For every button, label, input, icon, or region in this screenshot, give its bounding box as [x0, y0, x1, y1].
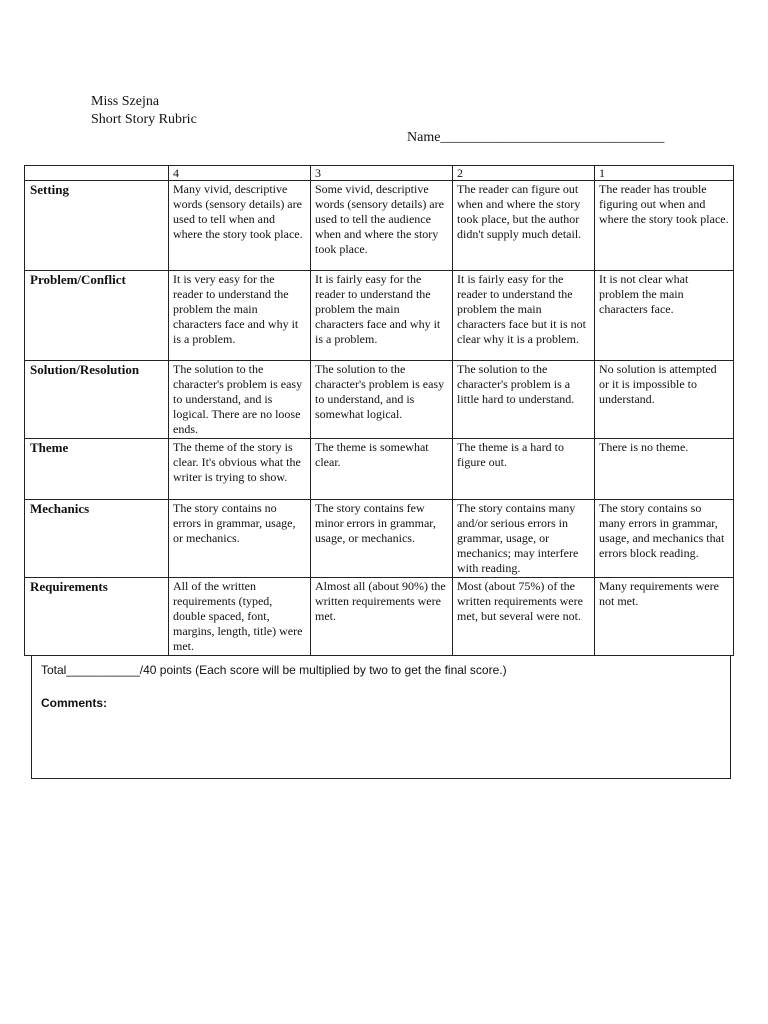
criterion-label: Problem/Conflict — [25, 271, 169, 361]
rubric-cell: Most (about 75%) of the written requirements were met, but several were not. — [453, 578, 595, 656]
document-title: Short Story Rubric — [91, 112, 197, 127]
rubric-cell: It is very easy for the reader to understand the problem the main characters face and why it is a problem. — [169, 271, 311, 361]
rubric-cell: Many vivid, descriptive words (sensory details) are used to tell when and where the story took place. — [169, 181, 311, 271]
criterion-label: Requirements — [25, 578, 169, 656]
score-header-row — [25, 166, 734, 181]
rubric-row-setting — [25, 181, 734, 271]
score-header-2: 2 — [453, 166, 595, 181]
rubric-cell: Many requirements were not met. — [595, 578, 734, 656]
criterion-label: Solution/Resolution — [25, 361, 169, 439]
rubric-cell: Some vivid, descriptive words (sensory details) are used to tell the audience when and where the story took place. — [311, 181, 453, 271]
rubric-cell: It is not clear what problem the main characters face. — [595, 271, 734, 361]
rubric-row-mechanics — [25, 500, 734, 578]
score-header-4: 4 — [169, 166, 311, 181]
rubric-cell: There is no theme. — [595, 439, 734, 500]
rubric-row-solution-resolution — [25, 361, 734, 439]
criterion-label: Mechanics — [25, 500, 169, 578]
score-header-1: 1 — [595, 166, 734, 181]
rubric-cell: The story contains many and/or serious errors in grammar, usage, or mechanics; may interfere with reading. — [453, 500, 595, 578]
score-header-blank — [25, 166, 169, 181]
rubric-cell: The theme is a hard to figure out. — [453, 439, 595, 500]
rubric-table — [24, 165, 734, 656]
rubric-row-problem-conflict — [25, 271, 734, 361]
criterion-label: Theme — [25, 439, 169, 500]
total-points-line: Total___________/40 points (Each score will be multiplied by two to get the final score.) — [41, 663, 507, 677]
rubric-cell: The solution to the character's problem is easy to understand, and is somewhat logical. — [311, 361, 453, 439]
student-name-line: Name________________________________ — [407, 130, 665, 145]
rubric-cell: The theme of the story is clear. It's obvious what the writer is trying to show. — [169, 439, 311, 500]
rubric-cell: The reader has trouble figuring out when and where the story took place. — [595, 181, 734, 271]
rubric-cell: All of the written requirements (typed, double spaced, font, margins, length, title) were met. — [169, 578, 311, 656]
criterion-label: Setting — [25, 181, 169, 271]
rubric-cell: The reader can figure out when and where the story took place, but the author didn't supply much detail. — [453, 181, 595, 271]
score-header-3: 3 — [311, 166, 453, 181]
rubric-cell: It is fairly easy for the reader to understand the problem the main characters face but it is not clear why it is a problem. — [453, 271, 595, 361]
rubric-cell: The story contains so many errors in grammar, usage, and mechanics that errors block reading. — [595, 500, 734, 578]
rubric-cell: The solution to the character's problem is easy to understand, and is logical. There are no loose ends. — [169, 361, 311, 439]
rubric-cell: The solution to the character's problem is a little hard to understand. — [453, 361, 595, 439]
teacher-name: Miss Szejna — [91, 94, 160, 109]
total-comments-box — [31, 655, 731, 779]
rubric-cell: Almost all (about 90%) the written requirements were met. — [311, 578, 453, 656]
rubric-cell: No solution is attempted or it is impossible to understand. — [595, 361, 734, 439]
rubric-cell: The story contains no errors in grammar, usage, or mechanics. — [169, 500, 311, 578]
rubric-cell: It is fairly easy for the reader to understand the problem the main characters face and why it is a problem. — [311, 271, 453, 361]
rubric-cell: The theme is somewhat clear. — [311, 439, 453, 500]
rubric-row-requirements — [25, 578, 734, 656]
rubric-row-theme — [25, 439, 734, 500]
comments-label: Comments: — [41, 696, 108, 710]
rubric-cell: The story contains few minor errors in grammar, usage, or mechanics. — [311, 500, 453, 578]
